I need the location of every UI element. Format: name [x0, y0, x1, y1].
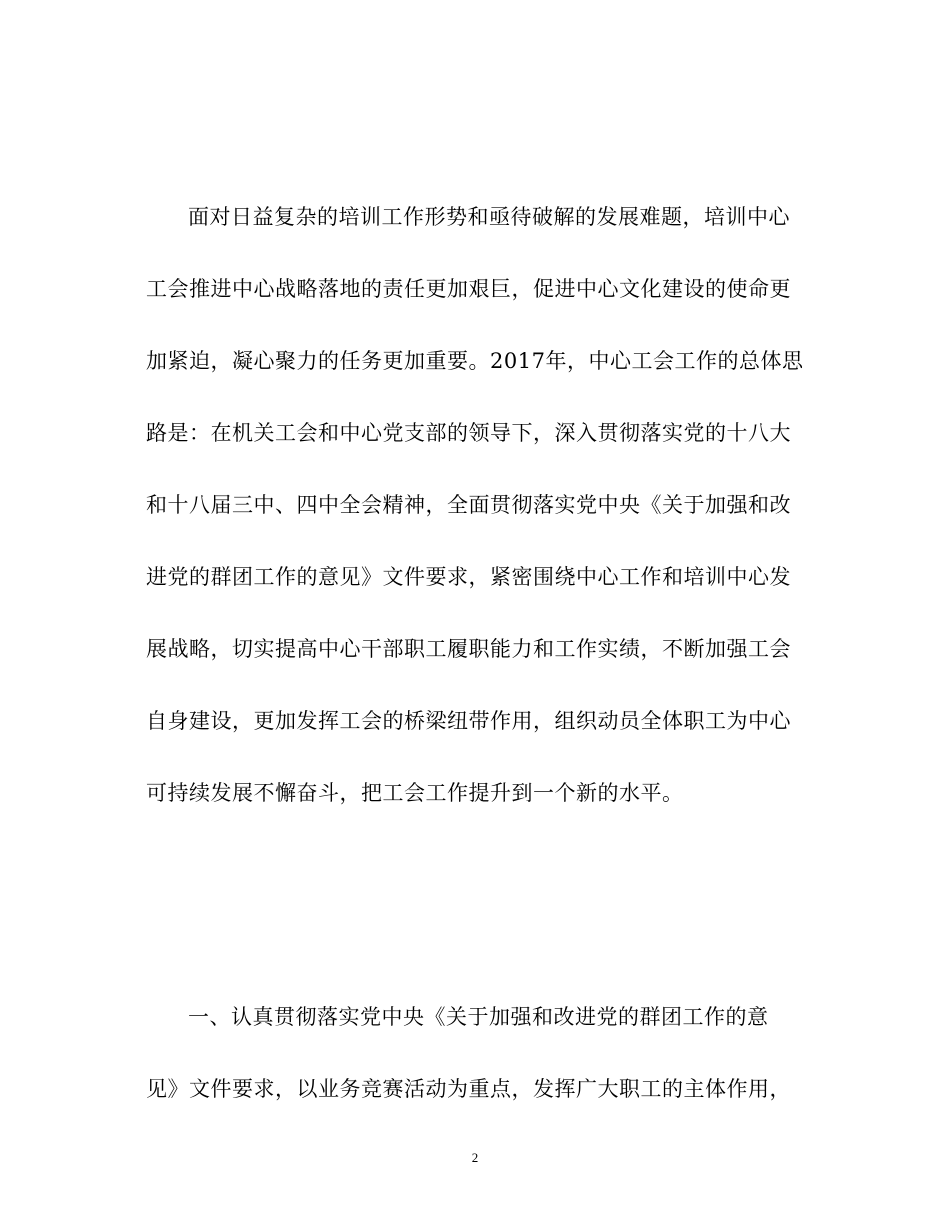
paragraph2-line-2: 见》文件要求，以业务竞赛活动为重点，发挥广大职工的主体作用， — [146, 1077, 791, 1101]
paragraph1-line-7: 展战略，切实提高中心干部职工履职能力和工作实绩，不断加强工会 — [146, 637, 791, 661]
paragraph2-line-1: 一、认真贯彻落实党中央《关于加强和改进党的群团工作的意 — [188, 1005, 769, 1029]
paragraph1-line-1: 面对日益复杂的培训工作形势和亟待破解的发展难题，培训中心 — [188, 205, 790, 229]
paragraph1-line-8: 自身建设，更加发挥工会的桥梁纽带作用，组织动员全体职工为中心 — [146, 709, 791, 733]
paragraph1-line-2: 工会推进中心战略落地的责任更加艰巨，促进中心文化建设的使命更 — [146, 277, 791, 301]
paragraph1-line-6: 进党的群团工作的意见》文件要求，紧密围绕中心工作和培训中心发 — [146, 565, 791, 589]
paragraph1-line-5: 和十八届三中、四中全会精神，全面贯彻落实党中央《关于加强和改 — [146, 493, 791, 517]
paragraph1-line-4: 路是：在机关工会和中心党支部的领导下，深入贯彻落实党的十八大 — [146, 421, 791, 445]
paragraph1-line-9: 可持续发展不懈奋斗，把工会工作提升到一个新的水平。 — [146, 781, 684, 805]
paragraph1-line-3: 加紧迫，凝心聚力的任务更加重要。2017年，中心工会工作的总体思 — [146, 349, 804, 373]
page-number: 2 — [471, 1150, 479, 1165]
